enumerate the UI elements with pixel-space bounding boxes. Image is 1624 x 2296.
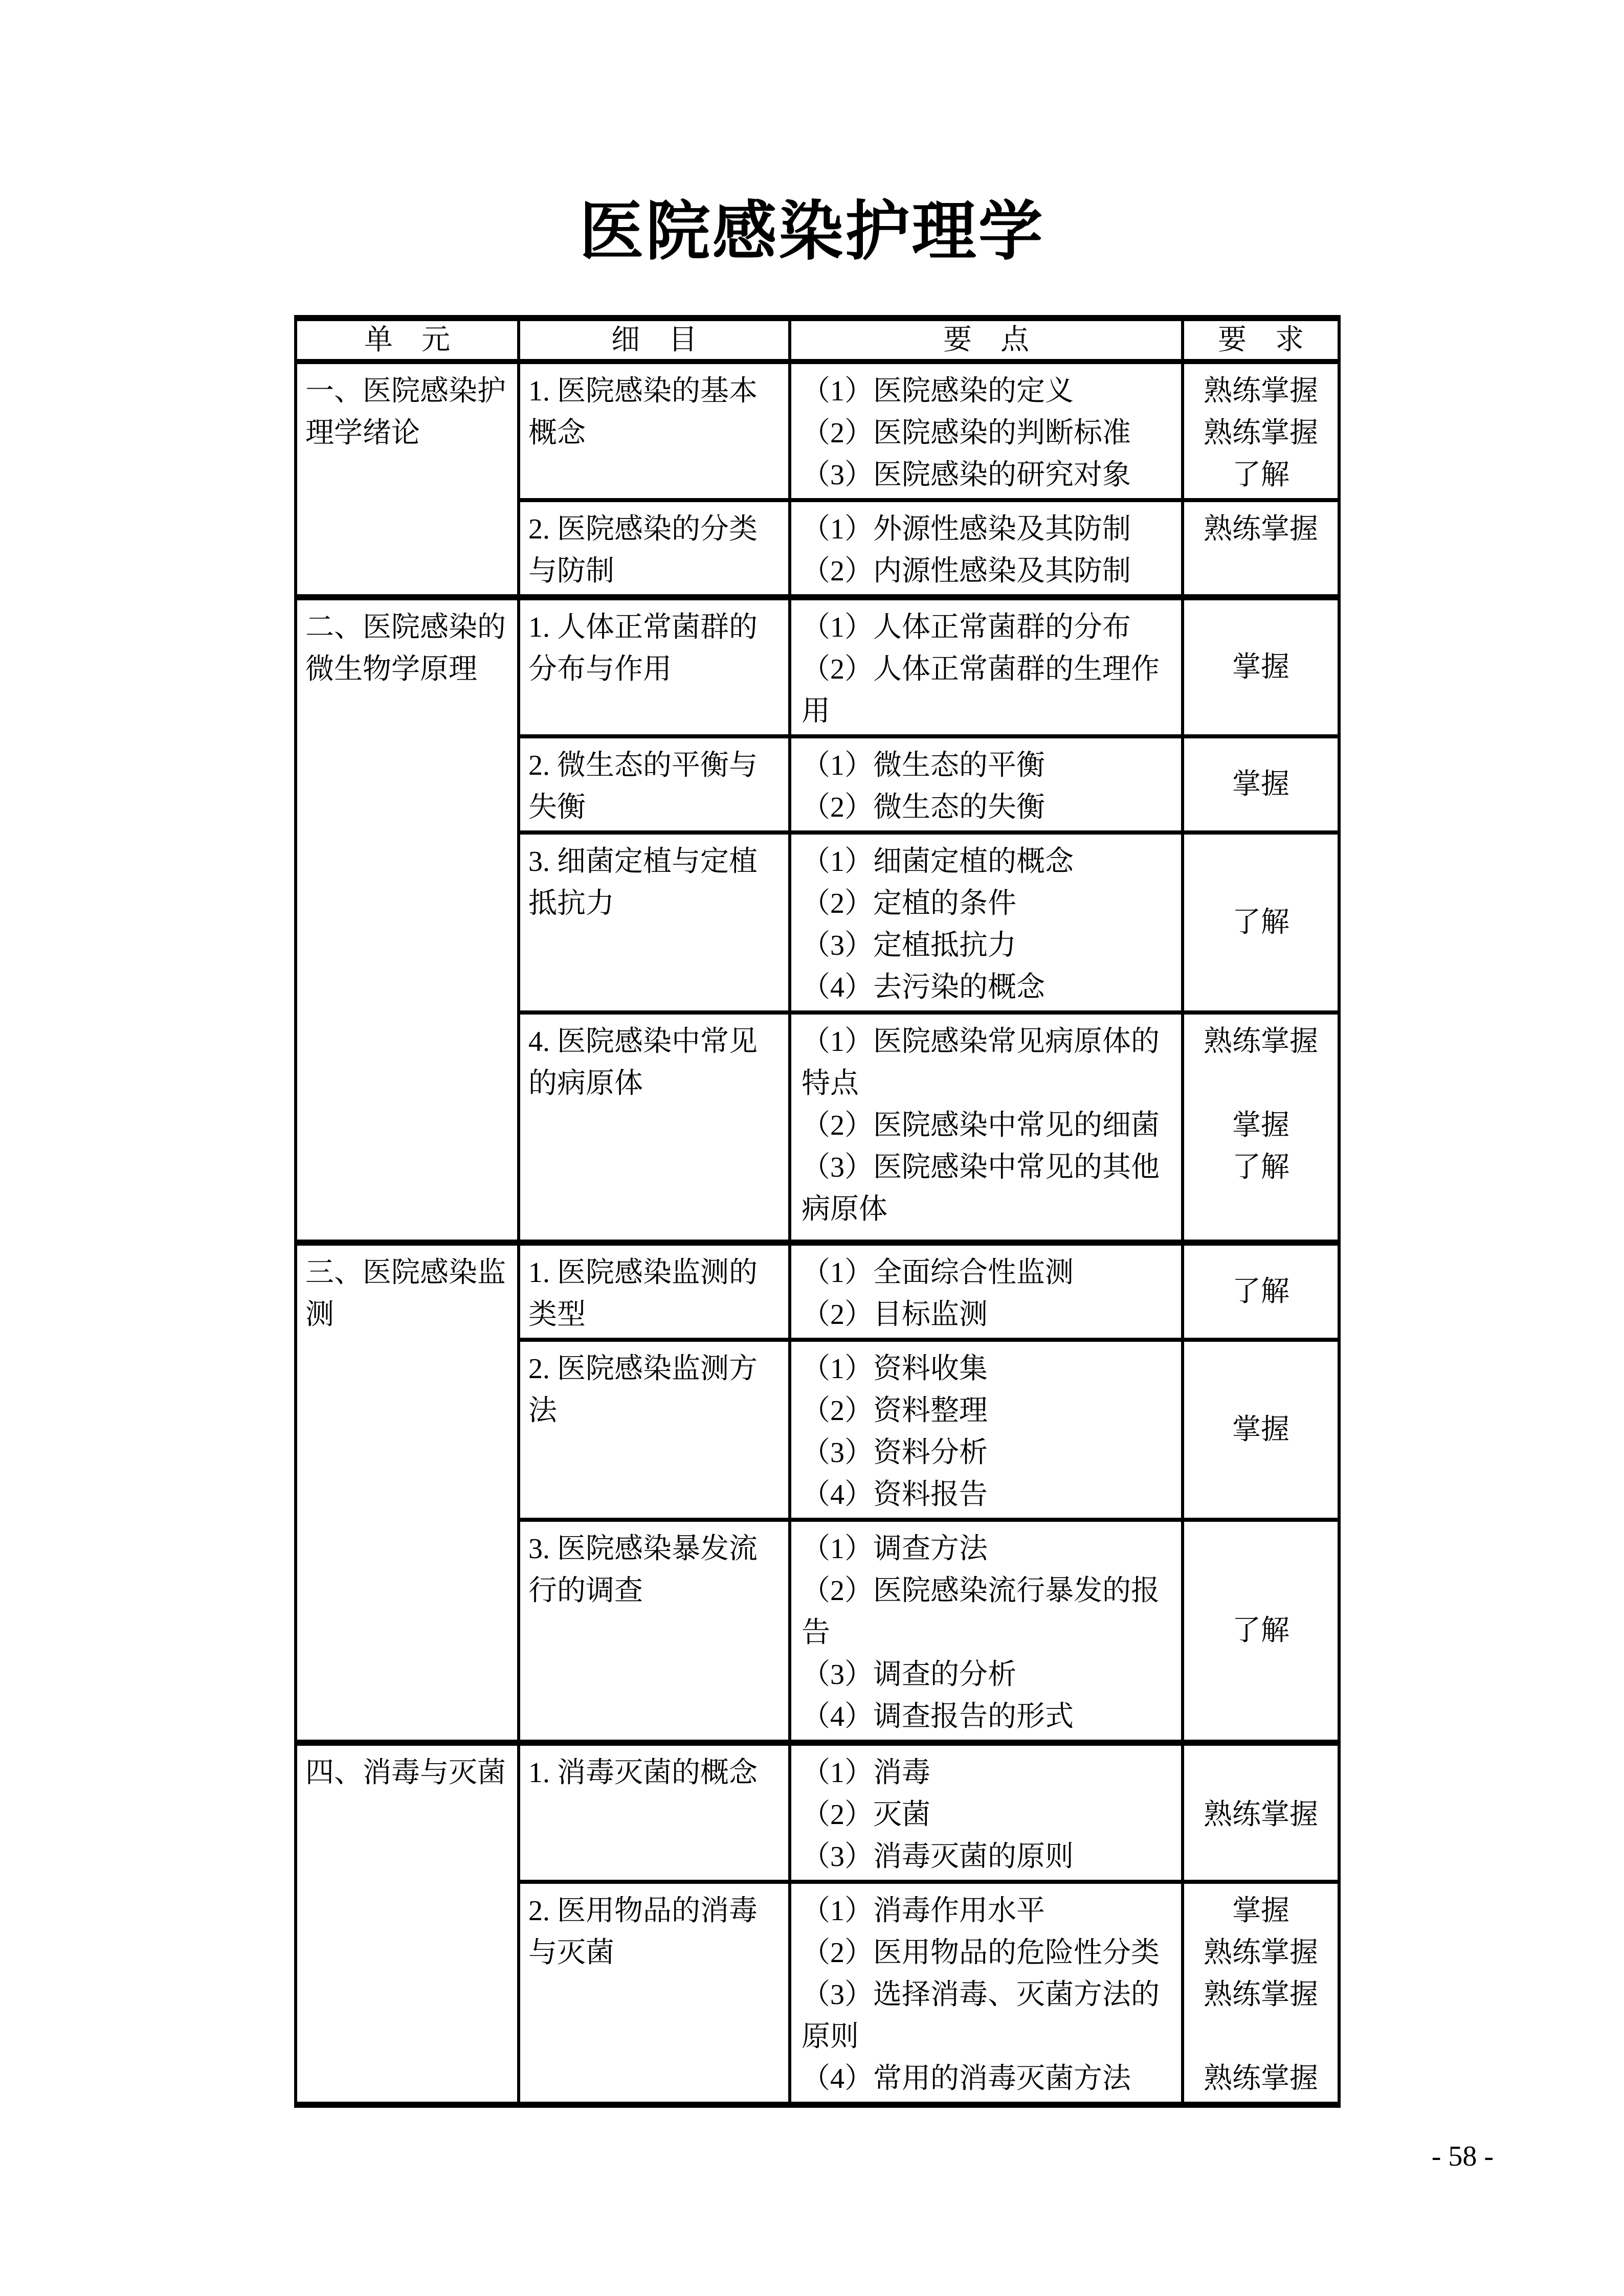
syllabus-table: [294, 315, 1341, 2108]
cell-content: [520, 502, 788, 594]
point-text-line: （2）资料整理: [802, 1395, 988, 1427]
points-cell: [790, 736, 1183, 832]
point-text-line: （3）调查的分析: [802, 1659, 1016, 1691]
cell-content: [791, 1884, 1181, 2102]
requirement-text: 掌握: [1232, 769, 1289, 800]
cell-content: [520, 1342, 788, 1434]
requirement-text-line: 熟练掌握: [1204, 417, 1318, 449]
detail-text-line: 失衡: [528, 792, 586, 823]
detail-text-line: 2. 医用物品的消毒: [528, 1895, 758, 1927]
cell-content: [520, 1884, 788, 1976]
cell-content: [1184, 1746, 1338, 1880]
cell-content: [520, 364, 788, 456]
point-text-line: 病原体: [802, 1194, 887, 1225]
requirement-text-line: [1184, 1836, 1338, 1878]
cell-content: [520, 835, 788, 927]
requirement-text-line: 熟练掌握: [1204, 1026, 1318, 1057]
table-header-row: [296, 318, 1339, 362]
table-row: [296, 362, 1339, 500]
requirement-text-line: 熟练掌握: [1204, 1979, 1318, 2011]
point-text-line: （1）调查方法: [802, 1533, 988, 1565]
point-text-line: （1）医院感染常见病原体的: [802, 1026, 1160, 1057]
points-cell: [790, 1882, 1183, 2105]
points-cell: [790, 597, 1183, 736]
point-text-line: （2）微生态的失衡: [802, 792, 1045, 823]
point-text-line: （1）资料收集: [802, 1353, 988, 1385]
detail-text-line: 1. 消毒灭菌的概念: [528, 1757, 758, 1789]
requirement-cell: [1183, 1743, 1339, 1882]
point-text-line: （3）选择消毒、灭菌方法的: [802, 1979, 1160, 2011]
point-text-line: （1）消毒作用水平: [802, 1895, 1045, 1927]
cell-content: [520, 1746, 788, 1796]
column-header-detail: 细 目: [519, 318, 790, 362]
point-text-line: （3）消毒灭菌的原则: [802, 1841, 1074, 1873]
requirement-text: 掌握: [1232, 1414, 1289, 1446]
cell-content: [1184, 1015, 1338, 1232]
detail-cell: [519, 736, 790, 832]
point-text-line: 原则: [802, 2021, 859, 2053]
table-row: [296, 597, 1339, 736]
requirement-cell: [1183, 597, 1339, 736]
point-text-line: （2）内源性感染及其防制: [802, 555, 1131, 587]
point-text-line: （3）定植抵抗力: [802, 930, 1016, 961]
detail-text-line: 与灭菌: [528, 1937, 614, 1969]
point-text-line: （3）医院感染中常见的其他: [802, 1152, 1160, 1183]
requirement-text-line: 熟练掌握: [1204, 2063, 1318, 2095]
cell-content: [520, 600, 788, 692]
requirement-cell: [1183, 1520, 1339, 1743]
column-header-requirement: 要 求: [1183, 318, 1339, 362]
point-text-line: （1）人体正常菌群的分布: [802, 612, 1131, 643]
cell-content: [520, 1522, 788, 1614]
point-text-line: （2）医院感染的判断标准: [802, 417, 1131, 449]
requirement-cell: [1183, 1882, 1339, 2105]
point-text-line: （2）灭菌: [802, 1799, 930, 1831]
detail-text-line: 与防制: [528, 555, 614, 587]
unit-text-line: 四、消毒与灭菌: [305, 1757, 506, 1789]
requirement-text-line: 了解: [1232, 1152, 1289, 1183]
requirement-text: 了解: [1232, 907, 1289, 938]
requirement-cell: [1183, 362, 1339, 500]
cell-content: [791, 600, 1181, 734]
detail-cell: [519, 1743, 790, 1882]
points-cell: [790, 362, 1183, 500]
detail-cell: [519, 362, 790, 500]
detail-text-line: 3. 细菌定植与定植: [528, 846, 758, 877]
cell-content: [520, 1246, 788, 1338]
detail-text-line: 行的调查: [528, 1575, 643, 1607]
cell-content: [297, 364, 517, 456]
unit-cell: [296, 1743, 519, 2105]
point-text-line: （2）定植的条件: [802, 888, 1016, 919]
detail-text-line: 2. 医院感染监测方: [528, 1353, 758, 1385]
detail-text-line: 2. 医院感染的分类: [528, 513, 758, 545]
page-title: 医院感染护理学: [579, 194, 1045, 269]
unit-cell: [296, 362, 519, 597]
unit-text-line: 理学绪论: [305, 417, 420, 449]
detail-text-line: 1. 人体正常菌群的: [528, 612, 758, 643]
requirement-text-line: 熟练掌握: [1204, 513, 1318, 545]
cell-content: [791, 835, 1181, 1010]
requirement-text-line: 熟练掌握: [1204, 375, 1318, 407]
point-text-line: （2）医院感染流行暴发的报: [802, 1575, 1160, 1607]
cell-content: [1184, 364, 1338, 498]
table-row: [296, 1743, 1339, 1882]
detail-text-line: 分布与作用: [528, 654, 672, 685]
requirement-text: 了解: [1232, 1615, 1289, 1647]
points-cell: [790, 1243, 1183, 1340]
cell-content: [791, 1246, 1181, 1338]
detail-text-line: 法: [528, 1395, 557, 1427]
requirement-cell: [1183, 500, 1339, 597]
cell-content: [297, 1246, 517, 1338]
detail-cell: [519, 832, 790, 1012]
cell-content: [1184, 1884, 1338, 2102]
cell-content: [297, 600, 517, 692]
column-header-unit: 单 元: [296, 318, 519, 362]
point-text-line: （2）人体正常菌群的生理作: [802, 654, 1160, 685]
detail-text-line: 1. 医院感染的基本: [528, 375, 758, 407]
detail-text-line: 抵抗力: [528, 888, 614, 919]
requirement-text-line: 熟练掌握: [1204, 1937, 1318, 1969]
detail-text-line: 3. 医院感染暴发流: [528, 1533, 758, 1565]
unit-text-line: 三、医院感染监: [305, 1257, 506, 1289]
point-text-line: （3）医院感染的研究对象: [802, 459, 1131, 491]
unit-text-line: 测: [305, 1299, 334, 1331]
requirement-text: 掌握: [1232, 651, 1289, 683]
detail-text-line: 2. 微生态的平衡与: [528, 750, 758, 781]
unit-text-line: 微生物学原理: [305, 654, 477, 685]
requirement-text-line: 熟练掌握: [1204, 1799, 1318, 1831]
unit-text-line: 二、医院感染的: [305, 612, 506, 643]
requirement-text-line: 掌握: [1232, 1110, 1289, 1141]
page-number: - 58 -: [1431, 2141, 1494, 2172]
cell-content: [520, 738, 788, 830]
requirement-text-line: 了解: [1232, 459, 1289, 491]
cell-content: [791, 738, 1181, 830]
unit-text-line: 一、医院感染护: [305, 375, 506, 407]
cell-content: [791, 1015, 1181, 1232]
table-row: [296, 1243, 1339, 1340]
detail-text-line: 的病原体: [528, 1068, 643, 1099]
unit-cell: [296, 597, 519, 1243]
requirement-text-line: [1184, 550, 1338, 592]
point-text-line: （1）微生态的平衡: [802, 750, 1045, 781]
cell-content: [791, 1522, 1181, 1740]
requirement-text-line: 掌握: [1232, 1895, 1289, 1927]
cell-content: [520, 1015, 788, 1107]
point-text-line: 告: [802, 1617, 830, 1649]
points-cell: [790, 1743, 1183, 1882]
cell-content: [297, 1746, 517, 1796]
cell-content: [1184, 502, 1338, 594]
cell-content: [791, 1746, 1181, 1880]
cell-content: [791, 1342, 1181, 1518]
point-text-line: （2）目标监测: [802, 1299, 988, 1331]
detail-cell: [519, 1243, 790, 1340]
detail-text-line: 类型: [528, 1299, 586, 1331]
cell-content: [791, 502, 1181, 594]
requirement-cell: [1183, 1012, 1339, 1243]
detail-text-line: 1. 医院感染监测的: [528, 1257, 758, 1289]
detail-cell: [519, 597, 790, 736]
requirement-cell: [1183, 1340, 1339, 1520]
requirement-text: 了解: [1232, 1276, 1289, 1308]
detail-cell: [519, 1340, 790, 1520]
point-text-line: （4）资料报告: [802, 1479, 988, 1511]
detail-text-line: 4. 医院感染中常见: [528, 1026, 758, 1057]
detail-cell: [519, 1882, 790, 2105]
requirement-text-line: [1184, 1752, 1338, 1794]
points-cell: [790, 1340, 1183, 1520]
requirement-text-line: [1184, 1188, 1338, 1230]
detail-cell: [519, 1012, 790, 1243]
points-cell: [790, 1520, 1183, 1743]
points-cell: [790, 500, 1183, 597]
point-text-line: （2）医院感染中常见的细菌: [802, 1110, 1160, 1141]
point-text-line: （1）细菌定植的概念: [802, 846, 1074, 877]
point-text-line: （1）外源性感染及其防制: [802, 513, 1131, 545]
requirement-text-line: [1184, 2016, 1338, 2058]
point-text-line: 特点: [802, 1068, 859, 1099]
detail-text-line: 概念: [528, 417, 586, 449]
requirement-cell: [1183, 832, 1339, 1012]
point-text-line: （1）全面综合性监测: [802, 1257, 1074, 1289]
point-text-line: （4）调查报告的形式: [802, 1701, 1074, 1732]
detail-cell: [519, 1520, 790, 1743]
point-text-line: 用: [802, 695, 830, 727]
requirement-text-line: [1184, 1063, 1338, 1105]
column-header-points: 要 点: [790, 318, 1183, 362]
table-body: [296, 362, 1339, 2105]
point-text-line: （1）医院感染的定义: [802, 375, 1074, 407]
point-text-line: （4）去污染的概念: [802, 972, 1045, 1003]
point-text-line: （3）资料分析: [802, 1437, 988, 1469]
point-text-line: （1）消毒: [802, 1757, 930, 1789]
cell-content: [791, 364, 1181, 498]
points-cell: [790, 1012, 1183, 1243]
requirement-cell: [1183, 736, 1339, 832]
unit-cell: [296, 1243, 519, 1743]
point-text-line: （2）医用物品的危险性分类: [802, 1937, 1160, 1969]
detail-cell: [519, 500, 790, 597]
requirement-cell: [1183, 1243, 1339, 1340]
point-text-line: （4）常用的消毒灭菌方法: [802, 2063, 1131, 2095]
points-cell: [790, 832, 1183, 1012]
